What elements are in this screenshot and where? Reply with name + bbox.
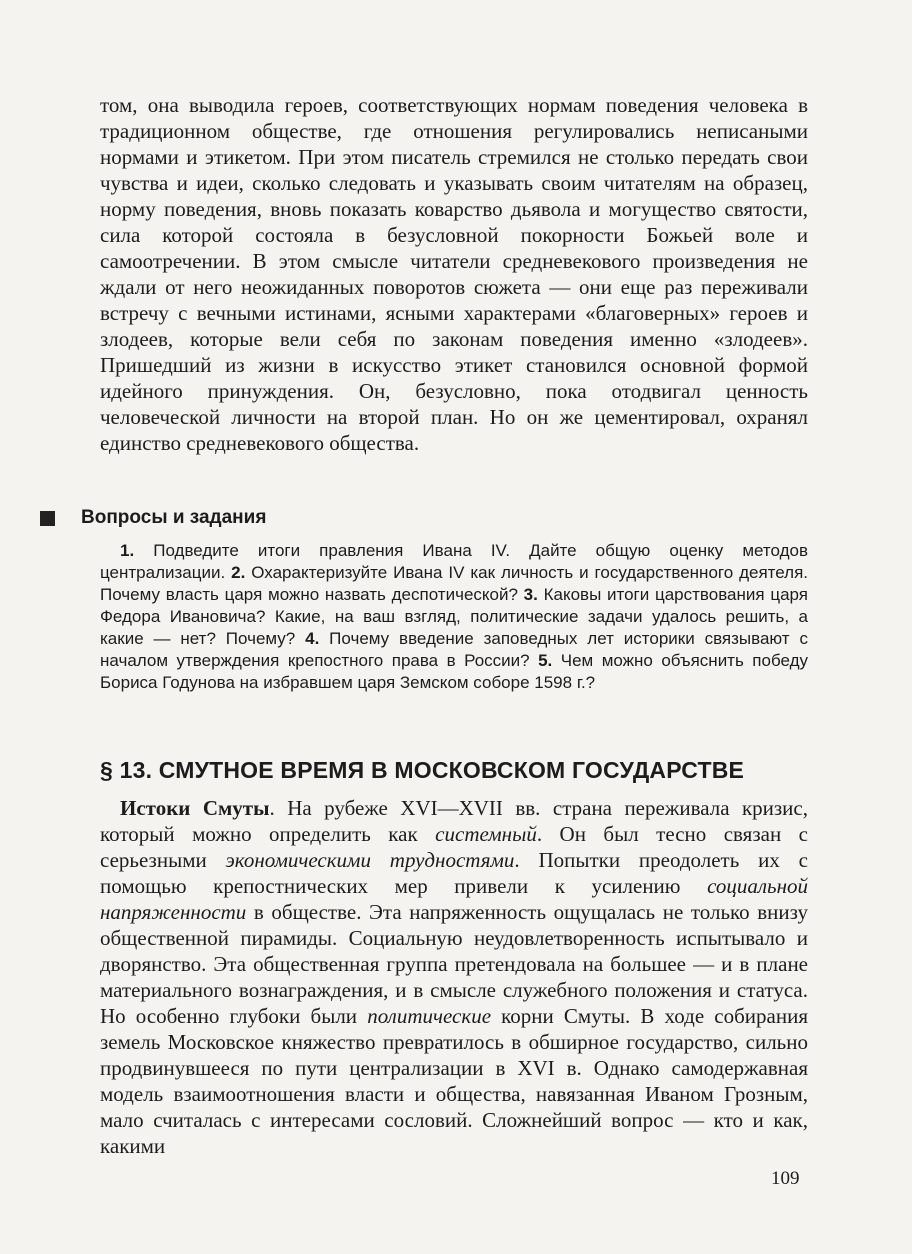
italic-term: экономическими трудностями — [225, 848, 515, 872]
text-segment: корни Смуты. В ходе собирания земель Московское княжество превратилось в обширное государство, сильно продвинувшееся по пути централизации в XVI в. Однако самодержавная модель взаимоотношения власти и общества, навязанная Иваном Грозным, мало считалась с интересами сословий. Сложнейший вопрос — кто и как, какими — [100, 1004, 808, 1158]
question-number: 3. — [523, 585, 538, 604]
question-text: Чем можно объяснить победу Бориса Годунова на избравшем царя Земском соборе 1598 г.? — [100, 651, 809, 692]
section-paragraph — [100, 795, 808, 1159]
question-text: Каковы итоги царствования царя Федора Ивановича? Какие, на ваш взгляд, политические задачи удалось решить, а какие — нет? Почему? — [100, 585, 808, 648]
paragraph-lead-bold: Истоки Смуты — [120, 796, 270, 820]
italic-term: социальной напряженности — [100, 874, 808, 924]
text-segment: . Он был тесно связан с серьезными — [100, 822, 808, 872]
page-number: 109 — [771, 1168, 800, 1189]
question-number: 5. — [538, 651, 553, 670]
intro-paragraph: том, она выводила героев, соответствующих нормам поведения человека в традиционном обществе, где отношения регулировались неписаными нормами и этикетом. При этом писатель стремился не столько передать свои чувства и идеи, сколько следовать и указывать своим читателям на образец, норму поведения, вновь показать коварство дьявола и могущество святости, сила которой состояла в безусловной покорности Божьей воле и самоотречении. В этом смысле читатели средневекового произведения не ждали от него неожиданных поворотов сюжета — они еще раз переживали встречу с вечными истинами, ясными характерами «благоверных» героев и злодеев, которые вели себя по законам поведения именно «злодеев». Пришедший из жизни в искусство этикет становился основной формой идейного принуждения. Он, безусловно, пока отодвигал ценность человеческой личности на второй план. Но он же цементировал, охранял единство средневекового общества. — [100, 93, 808, 455]
questions-heading-text: Вопросы и задания — [81, 507, 267, 528]
text-segment: . Попытки преодолеть их с помощью крепостнических мер привели к усилению — [100, 848, 808, 898]
square-bullet-icon — [40, 511, 55, 526]
text-segment: . На рубеже XVI—XVII вв. страна переживала кризис, который можно определить как — [100, 796, 808, 846]
question-text: Охарактеризуйте Ивана IV как личность и государственного деятеля. Почему власть царя можно назвать деспотической? — [100, 563, 808, 604]
italic-term: системный — [435, 822, 537, 846]
question-number: 1. — [120, 541, 135, 560]
question-number: 4. — [305, 629, 320, 648]
question-number: 2. — [231, 563, 246, 582]
question-text: Подведите итоги правления Ивана IV. Дайте общую оценку методов централизации. — [100, 541, 808, 582]
question-text: Почему введение заповедных лет историки связывают с началом утверждения крепостного права в России? — [100, 629, 808, 670]
questions-list — [100, 540, 808, 694]
questions-heading — [40, 505, 800, 531]
section-title: § 13. СМУТНОЕ ВРЕМЯ В МОСКОВСКОМ ГОСУДАРСТВЕ — [100, 757, 745, 783]
italic-term: политические — [367, 1004, 492, 1028]
text-segment: в обществе. Эта напряженность ощущалась не только внизу общественной пирамиды. Социальную неудовлетворенность испытывало и дворянство. Эта общественная группа претендовала на большее — и в плане материального вознаграждения, и в смысле служебного положения и статуса. Но особенно глубоки были — [100, 900, 808, 1028]
